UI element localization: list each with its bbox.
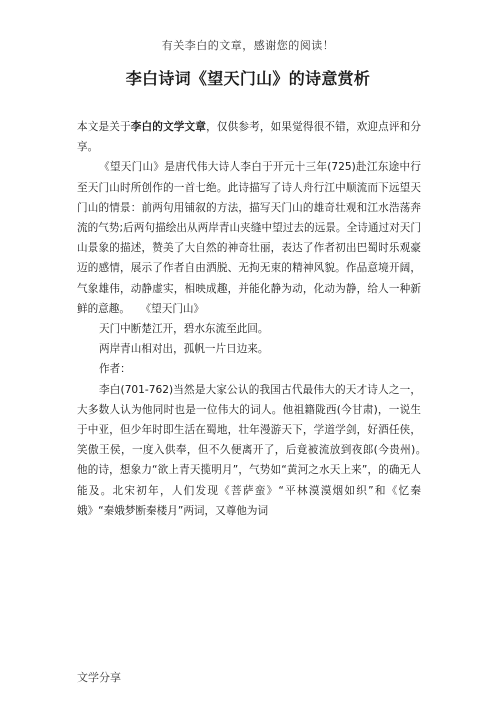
author-label: 作者：: [99, 363, 131, 376]
description-text: 《望天门山》是唐代伟大诗人李白于开元十三年(725)赴江东途中行至天门山时所创作的一首七绝。此诗描写了诗人舟行江中顺流而下远望天门山的情景：前两句用铺叙的方法，描写天门山的雄奇壮观和江水浩荡奔流的气势;后两句描绘出从两岸青山夹缝中望过去的远景。全诗通过对天门山景象的描述，赞美了大自然的神奇壮丽，表达了作者初出巴蜀时乐观豪迈的感情，展示了作者自由洒脱、无拘无束的精神风貌。作品意境开阔，气象雄伟，动静虚实，相映成趣，并能化静为动，化动为静，给人一种新鲜的意趣。: [77, 161, 421, 315]
page-footer-note: 文学分享: [77, 671, 121, 684]
author-paragraph: 李白(701-762)当然是大家公认的我国古代最伟大的天才诗人之一，大多数人认为他同时也是一位伟大的词人。他祖籍陇西(今甘肃)，一说生于中亚，但少年时即生活在蜀地，壮年漫游天下，学道学剑，好酒任侠，笑傲王侯，一度入供奉，但不久便离开了，后竟被流放到夜郎(今贵州)。 他的诗，想象力“欲上青天揽明月”，气势如“黄河之水天上来”，的确无人能及。北宋初年，人们发现《菩萨蛮》“平林漠漠烟如织”和《忆秦娥》“秦娥梦断秦楼月”两词，又尊他为词: [77, 383, 432, 517]
article-title: 李白诗词《望天门山》的诗意赏析: [125, 69, 371, 88]
intro-paragraph: [77, 117, 421, 157]
article-body: [77, 117, 432, 521]
poem-title: 《望天门山》: [145, 302, 205, 315]
description-paragraph: [77, 157, 421, 319]
poem-line-1: 天门中断楚江开，碧水东流至此回。: [99, 323, 269, 336]
poem-line-2: 两岸青山相对出，孤帆一片日边来。: [99, 343, 269, 356]
intro-text-bold: 李白的文学文章: [130, 121, 207, 133]
intro-text-after: ，仅供参考，如果觉得很不错，欢迎点评和分享。: [77, 121, 422, 154]
intro-text-before: 本文是关于: [77, 121, 131, 133]
page-header-note: 有关李白的文章，感谢您的阅读！: [161, 39, 335, 52]
